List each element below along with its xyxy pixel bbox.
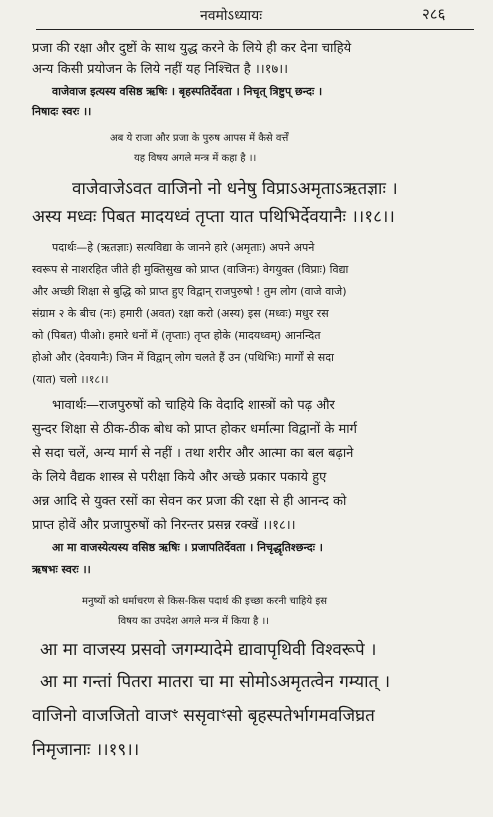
rishi-devata-line: आ मा वाजस्येत्यस्य वसिष्ठ ऋषिः । प्रजापतिर्देवता । निचृद्धृतिश्छन्दः । (52, 541, 323, 554)
page-header (0, 4, 493, 26)
page-number: २८६ (422, 5, 446, 23)
rishi-devata-line: निषादः स्वरः ।। (32, 105, 92, 118)
bhavartha-line: से सदा चलें, अन्य मार्ग से नहीं । तथा शरीर और आत्मा का बल बढ़ाने (32, 446, 354, 461)
bhavartha-line: अन्न आदि से युक्त रसों का सेवन कर प्रजा की रक्षा से ही आनन्द को (32, 494, 347, 509)
prose-line: प्रजा की रक्षा और दुष्टों के साथ युद्ध करने के लिये ही कर देना चाहिये (32, 41, 352, 56)
padartha-line: और अच्छी शिक्षा से बुद्धि को प्राप्त हुए विद्वान् राजपुरुषो ! तुम लोग (वाजे वाजे) (32, 285, 347, 298)
bhavartha-line: के लिये वैद्यक शास्त्र से परीक्षा किये और अच्छे प्रकार पकाये हुए (32, 470, 327, 485)
padartha-line: (यात) चलो ।।१८।। (32, 373, 109, 386)
padartha-line: स्वरूप से नाशरहित जीते ही मुक्तिसुख को प्राप्त (वाजिनः) वेगयुक्त (विप्राः) विद्या (32, 263, 349, 276)
rishi-devata-line: ऋषभः स्वरः ।। (32, 563, 91, 576)
mantra-line: अस्य मध्वः पिबत मादयध्वं तृप्ता यात पथिभिर्देवयानैः ।।१८।। (32, 207, 395, 227)
padartha-line: संग्राम २ के बीच (नः) हमारी (अवत) रक्षा करो (अस्य) इस (मध्वः) मधुर रस (32, 307, 329, 320)
bhavartha-line: भावार्थः—राजपुरुषों को चाहिये कि वेदादि शास्त्रों को पढ़ और (52, 398, 335, 413)
bhavartha-line: प्राप्त होवें और प्रजापुरुषों को निरन्तर प्रसन्न रक्खें ।।१८।। (32, 518, 296, 533)
padartha-line: होओ और (देवयानैः) जिन में विद्वान् लोग चलते हैं उन (पथिभिः) मार्गों से सदा (32, 351, 334, 364)
chapter-title: नवमोऽध्यायः (200, 8, 263, 24)
mantra-line: आ मा गन्तां पितरा मातरा चा मा सोमोऽअमृतत्वेन गम्यात् । (40, 672, 391, 692)
prose-line: अन्य किसी प्रयोजन के लिये नहीं यह निश्चित है ।।१७।। (32, 62, 289, 77)
intro-line: यह विषय अगले मन्त्र में कहा है ।। (134, 153, 257, 164)
intro-line: अब ये राजा और प्रजा के पुरुष आपस में कैसे वर्त्तें (110, 133, 289, 144)
rishi-devata-line: वाजेवाज इत्यस्य वसिष्ठ ऋषिः । बृहस्पतिर्देवता । निचृत् त्रिष्टुप् छन्दः । (52, 85, 323, 98)
header-rule (36, 29, 474, 30)
intro-line: मनुष्यों को धर्माचरण से किस-किस पदार्थ की इच्छा करनी चाहिये इस (82, 596, 327, 607)
mantra-line: आ मा वाजस्य प्रसवो जगम्यादेमे द्यावापृथिवी विश्वरूपे । (40, 640, 377, 660)
mantra-line: निमृजानाः ।।१९।। (32, 740, 140, 760)
bhavartha-line: सुन्दर शिक्षा से ठीक-ठीक बोध को प्राप्त होकर धर्मात्मा विद्वानों के मार्ग (32, 422, 357, 437)
mantra-line: वाजिनो वाजजितो वाजꣳ ससृवाꣳसो बृहस्पतेर्भागमवजिघ्रत (32, 706, 375, 726)
intro-line: विषय का उपदेश अगले मन्त्र में किया है ।। (118, 616, 270, 627)
padartha-line: पदार्थः—हे (ऋतज्ञाः) सत्यविद्या के जानने हारे (अमृताः) अपने अपने (52, 241, 315, 254)
mantra-line: वाजेवाजेऽवत वाजिनो नो धनेषु विप्राऽअमृताऽऋतज्ञाः । (72, 179, 398, 199)
padartha-line: को (पिबत) पीओ। हमारे धनों में (तृप्ताः) तृप्त होके (मादयध्वम्) आनन्दित (32, 329, 321, 342)
